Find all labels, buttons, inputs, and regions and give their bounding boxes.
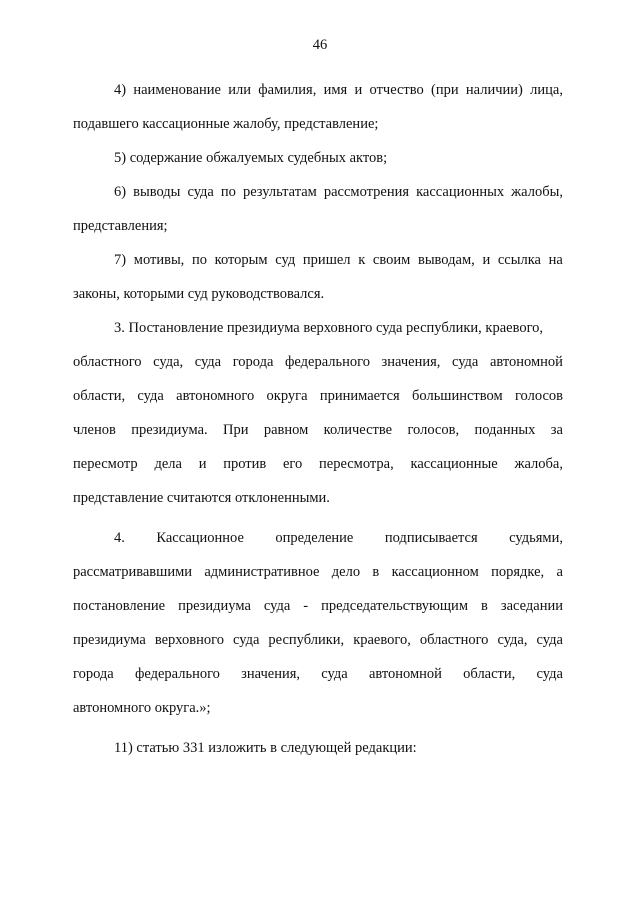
word: областного bbox=[419, 632, 489, 648]
word: автономной bbox=[368, 666, 442, 682]
word: и bbox=[482, 252, 491, 268]
word: города bbox=[73, 666, 114, 682]
word: округа bbox=[266, 388, 308, 404]
word: пришел bbox=[302, 252, 351, 268]
word: 7) bbox=[114, 252, 127, 268]
word: и bbox=[354, 82, 363, 98]
word: своим bbox=[372, 252, 411, 268]
text-line bbox=[73, 354, 563, 371]
word: суда bbox=[263, 598, 291, 614]
word: рассматривавшими bbox=[73, 564, 193, 580]
word: федерального bbox=[134, 666, 220, 682]
word: голосов, bbox=[407, 422, 460, 438]
word: по bbox=[220, 184, 236, 200]
word: фамилия, bbox=[258, 82, 317, 98]
text-line: 5) содержание обжалуемых судебных актов; bbox=[114, 150, 388, 166]
word: суда bbox=[137, 388, 164, 404]
text-line bbox=[73, 456, 563, 473]
word: против bbox=[223, 456, 267, 472]
word: области, bbox=[463, 666, 516, 682]
word: имя bbox=[323, 82, 348, 98]
word: в bbox=[481, 598, 488, 614]
word: поданных bbox=[474, 422, 536, 438]
word: мотивы, bbox=[133, 252, 185, 268]
word: (при bbox=[431, 82, 459, 98]
word: жалобы, bbox=[511, 184, 563, 200]
word: республики, bbox=[268, 632, 345, 648]
text-line bbox=[73, 666, 563, 683]
word: Кассационное bbox=[156, 530, 244, 546]
text-line: представление считаются отклоненными. bbox=[73, 490, 330, 506]
word: ссылка bbox=[497, 252, 541, 268]
word: по bbox=[191, 252, 207, 268]
word: кассационном bbox=[391, 564, 479, 580]
word: равном bbox=[263, 422, 309, 438]
text-line: 3. Постановление президиума верховного суда республики, краевого, bbox=[114, 320, 544, 336]
word: выводы bbox=[133, 184, 181, 200]
word: 6) bbox=[114, 184, 127, 200]
word: президиума bbox=[178, 598, 251, 614]
word: подписывается bbox=[384, 530, 478, 546]
word: количестве bbox=[323, 422, 393, 438]
word: 4. bbox=[114, 530, 125, 546]
word: суда, bbox=[497, 632, 528, 648]
word: определение bbox=[275, 530, 354, 546]
word: суда bbox=[232, 632, 260, 648]
word: города bbox=[232, 354, 274, 370]
text-line bbox=[114, 252, 563, 269]
word: суд bbox=[275, 252, 296, 268]
word: лица, bbox=[530, 82, 563, 98]
word: или bbox=[228, 82, 252, 98]
word: рассмотрения bbox=[323, 184, 410, 200]
word: его bbox=[282, 456, 303, 472]
text-line: представления; bbox=[73, 218, 168, 234]
word: наличии) bbox=[465, 82, 523, 98]
word: пересмотра, bbox=[319, 456, 394, 472]
word: к bbox=[358, 252, 366, 268]
word: суда bbox=[194, 354, 222, 370]
word: на bbox=[548, 252, 563, 268]
word: 4) bbox=[114, 82, 127, 98]
word: а bbox=[556, 564, 563, 580]
word: результатам bbox=[242, 184, 317, 200]
word: голосов bbox=[514, 388, 563, 404]
word: заседании bbox=[500, 598, 563, 614]
word: постановление bbox=[73, 598, 166, 614]
text-line: законы, которыми суд руководствовался. bbox=[73, 286, 325, 302]
word: которым bbox=[214, 252, 268, 268]
text-line bbox=[73, 422, 563, 439]
text-line bbox=[73, 564, 563, 581]
word: значения, bbox=[381, 354, 441, 370]
word: автономной bbox=[489, 354, 563, 370]
text-line bbox=[114, 184, 563, 201]
word: судьями, bbox=[509, 530, 563, 546]
word: федерального bbox=[284, 354, 370, 370]
word: автономного bbox=[176, 388, 255, 404]
word: дела bbox=[154, 456, 182, 472]
word: При bbox=[223, 422, 249, 438]
word: суда, bbox=[153, 354, 184, 370]
text-line: 11) статью 331 изложить в следующей редакции: bbox=[114, 740, 417, 756]
word: краевого, bbox=[353, 632, 411, 648]
text-line bbox=[73, 388, 563, 405]
word: жалоба, bbox=[514, 456, 563, 472]
text-line: автономного округа.»; bbox=[73, 700, 211, 716]
word: значения, bbox=[241, 666, 301, 682]
word: дело bbox=[331, 564, 361, 580]
word: наименование bbox=[133, 82, 221, 98]
word: большинством bbox=[412, 388, 503, 404]
word: кассационных bbox=[416, 184, 505, 200]
word: президиума. bbox=[131, 422, 208, 438]
text-line: подавшего кассационные жалобу, представление; bbox=[73, 116, 379, 132]
word: областного bbox=[73, 354, 142, 370]
word: суда bbox=[536, 666, 563, 682]
word: верховного bbox=[154, 632, 224, 648]
text-line bbox=[73, 632, 563, 649]
word: области, bbox=[73, 388, 126, 404]
word: членов bbox=[73, 422, 116, 438]
word: административное bbox=[204, 564, 320, 580]
word: порядке, bbox=[491, 564, 545, 580]
word: принимается bbox=[319, 388, 400, 404]
word: суда bbox=[187, 184, 214, 200]
word: - bbox=[303, 598, 309, 614]
word: суда bbox=[536, 632, 563, 648]
word: и bbox=[198, 456, 207, 472]
word: за bbox=[550, 422, 563, 438]
word: кассационные bbox=[410, 456, 498, 472]
word: в bbox=[372, 564, 380, 580]
word: выводам, bbox=[417, 252, 475, 268]
word: председательствующим bbox=[321, 598, 468, 614]
word: президиума bbox=[73, 632, 146, 648]
text-line bbox=[73, 598, 563, 615]
word: отчество bbox=[369, 82, 424, 98]
text-line bbox=[114, 530, 563, 547]
word: суда bbox=[451, 354, 479, 370]
text-line bbox=[114, 82, 563, 99]
word: суда bbox=[321, 666, 348, 682]
page-number: 46 bbox=[312, 37, 328, 53]
word: пересмотр bbox=[73, 456, 138, 472]
